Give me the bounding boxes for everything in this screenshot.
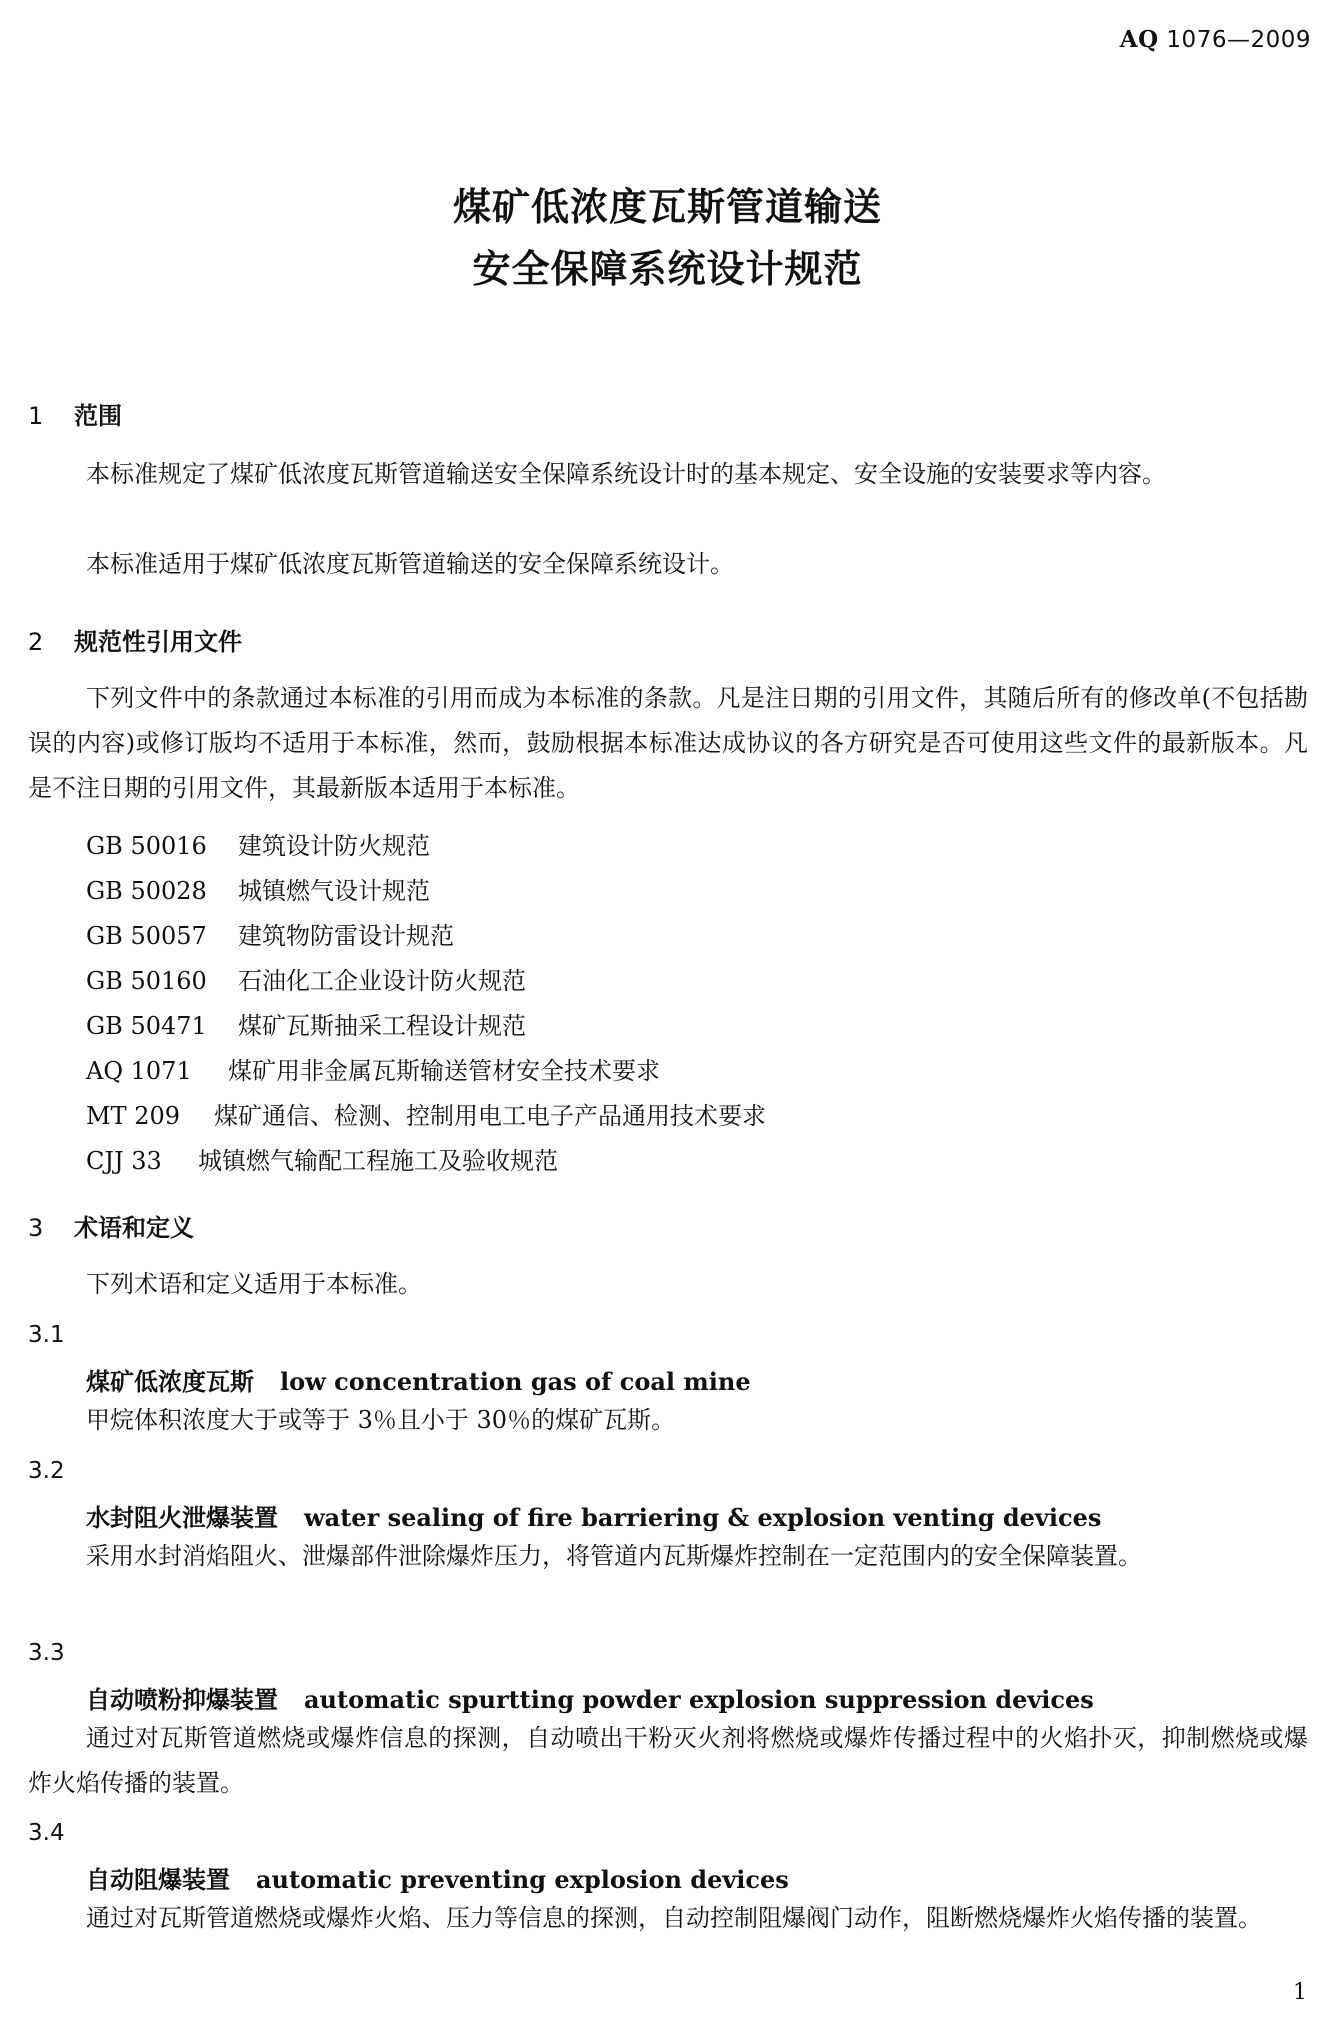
term-definition: 通过对瓦斯管道燃烧或爆炸火焰、压力等信息的探测，自动控制阻爆阀门动作，阻断燃烧爆炸火焰传播的装置。 [86,1904,1262,1932]
page-number: 1 [1293,1980,1307,2005]
reference-item: GB 50028 城镇燃气设计规范 [86,877,430,905]
section-2-paragraph: 下列文件中的条款通过本标准的引用而成为本标准的条款。凡是注日期的引用文件，其随后所有的修改单(不包括勘误的内容)或修订版均不适用于本标准，然而，鼓励根据本标准达成协议的各方研究是否可使用这些文件的最新版本。凡是不注日期的引用文件，其最新版本适用于本标准。 [28,684,1308,802]
term-definition: 通过对瓦斯管道燃烧或爆炸信息的探测，自动喷出干粉灭火剂将燃烧或爆炸传播过程中的火焰扑灭，抑制燃烧或爆炸火焰传播的装置。 [28,1724,1308,1797]
reference-item: MT 209 煤矿通信、检测、控制用电工电子产品通用技术要求 [86,1102,766,1130]
document-title-line1: 煤矿低浓度瓦斯管道输送 [452,185,882,229]
term-heading: 煤矿低浓度瓦斯 low concentration gas of coal mine [86,1367,751,1396]
term-number: 3.4 [28,1820,65,1846]
reference-item: GB 50057 建筑物防雷设计规范 [86,922,454,950]
section-2-heading: 2 规范性引用文件 [28,628,242,656]
section-1-paragraph: 本标准适用于煤矿低浓度瓦斯管道输送的安全保障系统设计。 [86,550,734,578]
section-1-paragraph: 本标准规定了煤矿低浓度瓦斯管道输送安全保障系统设计时的基本规定、安全设施的安装要求等内容。 [86,460,1166,488]
standard-number: AQ 1076—2009 [1119,26,1311,53]
term-definition: 采用水封消焰阻火、泄爆部件泄除爆炸压力，将管道内瓦斯爆炸控制在一定范围内的安全保障装置。 [86,1542,1142,1570]
term-heading: 水封阻火泄爆装置 water sealing of fire barriering & explosion venting devices [86,1503,1102,1532]
term-number: 3.3 [28,1640,65,1666]
document-title-line2: 安全保障系统设计规范 [472,247,863,291]
term-heading: 自动阻爆装置 automatic preventing explosion devices [86,1865,789,1894]
term-heading: 自动喷粉抑爆装置 automatic spurtting powder explosion suppression devices [86,1685,1094,1714]
reference-item: GB 50471 煤矿瓦斯抽采工程设计规范 [86,1012,526,1040]
section-3-intro: 下列术语和定义适用于本标准。 [86,1270,422,1298]
term-definition: 甲烷体积浓度大于或等于 3％且小于 30％的煤矿瓦斯。 [86,1406,676,1434]
term-number: 3.1 [28,1322,65,1348]
term-number: 3.2 [28,1458,65,1484]
section-1-heading: 1 范围 [28,402,122,430]
section-3-heading: 3 术语和定义 [28,1214,194,1242]
reference-item: GB 50160 石油化工企业设计防火规范 [86,967,526,995]
reference-item: AQ 1071 煤矿用非金属瓦斯输送管材安全技术要求 [86,1057,660,1085]
reference-item: GB 50016 建筑设计防火规范 [86,832,430,860]
reference-item: CJJ 33 城镇燃气输配工程施工及验收规范 [86,1147,558,1175]
